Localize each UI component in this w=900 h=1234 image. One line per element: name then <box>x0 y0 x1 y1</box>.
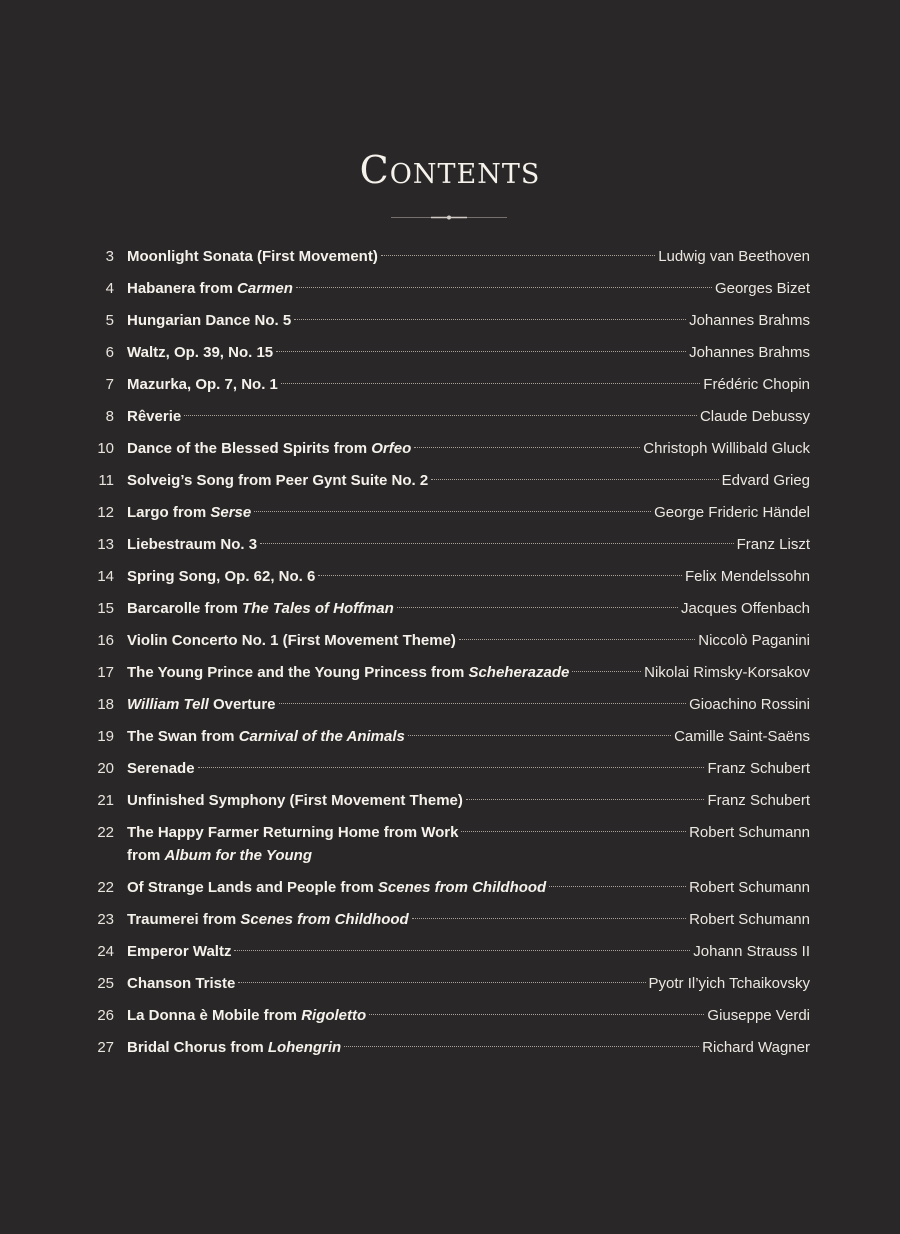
title-italic-part: Carmen <box>237 280 293 297</box>
title-part: Waltz, Op. 39, No. 15 <box>127 344 274 361</box>
composer-name: Ludwig van Beethoven <box>658 248 810 265</box>
page-number: 22 <box>97 824 114 841</box>
toc-row <box>80 689 810 721</box>
toc-row <box>80 593 810 625</box>
dot-leader <box>344 1046 699 1047</box>
toc-entry <box>127 1032 810 1064</box>
composer-name: Franz Schubert <box>707 792 810 809</box>
dot-leader <box>198 767 705 768</box>
toc-row <box>80 625 810 657</box>
toc-row <box>80 273 810 305</box>
composer-name: Johann Strauss II <box>693 943 810 960</box>
composer-name: Camille Saint-Saëns <box>674 728 810 745</box>
title-part: Serenade <box>127 760 195 777</box>
title-part: Rêverie <box>127 408 182 425</box>
dot-leader <box>381 255 655 256</box>
toc-row <box>80 529 810 561</box>
toc-row <box>80 337 810 369</box>
piece-title <box>127 936 231 968</box>
toc-row <box>80 497 810 529</box>
piece-title <box>127 625 456 657</box>
toc-entry <box>127 369 810 401</box>
composer-name: Felix Mendelssohn <box>684 568 810 585</box>
composer-name: Gioachino Rossini <box>689 696 810 713</box>
piece-title <box>127 593 394 625</box>
dot-leader <box>234 950 690 951</box>
composer-name: Georges Bizet <box>714 280 810 297</box>
toc-entry <box>127 657 810 689</box>
page-number: 16 <box>97 632 114 649</box>
title-part: Of Strange Lands and People from <box>127 879 378 896</box>
title-part: Violin Concerto No. 1 (First Movement Theme) <box>127 632 456 649</box>
title-italic-part: Scenes from Childhood <box>240 911 409 928</box>
title-part: Dance of the Blessed Spirits from <box>127 440 372 457</box>
composer-name: Robert Schumann <box>689 879 810 896</box>
dot-leader <box>431 479 718 480</box>
dot-leader <box>466 799 705 800</box>
title-part: from <box>127 847 165 864</box>
toc-entry <box>127 433 810 465</box>
toc-entry <box>127 337 810 369</box>
piece-title <box>127 561 315 593</box>
toc-row <box>80 305 810 337</box>
page-number: 25 <box>97 975 114 992</box>
piece-title <box>127 401 181 433</box>
title-part: Liebestraum No. 3 <box>127 536 258 553</box>
piece-title <box>127 497 251 529</box>
title-italic-part: Scheherazade <box>468 664 570 681</box>
toc-entry <box>127 593 810 625</box>
composer-name: Robert Schumann <box>689 911 810 928</box>
composer-name: Franz Liszt <box>736 536 810 553</box>
toc-entry <box>127 904 810 936</box>
dot-leader <box>461 831 686 832</box>
toc-entry <box>127 561 810 593</box>
toc-row <box>80 872 810 904</box>
page-number: 24 <box>97 943 114 960</box>
toc-entry <box>127 241 810 273</box>
title-part: Largo from <box>127 504 211 521</box>
composer-name: Pyotr Il’yich Tchaikovsky <box>648 975 810 992</box>
toc-entry <box>127 817 810 867</box>
title-part: Solveig’s Song from Peer Gynt Suite No. 2 <box>127 472 429 489</box>
toc-row <box>80 369 810 401</box>
title-italic-part: Album for the Young <box>164 847 312 864</box>
page-number: 4 <box>105 280 114 297</box>
title-part: Bridal Chorus from <box>127 1039 268 1056</box>
composer-name: George Frideric Händel <box>654 504 810 521</box>
title-part: Mazurka, Op. 7, No. 1 <box>127 376 278 393</box>
title-italic-part: The Tales of Hoffman <box>242 600 394 617</box>
piece-title <box>127 529 257 561</box>
dot-leader <box>281 383 700 384</box>
toc-row <box>80 465 810 497</box>
toc-row <box>80 433 810 465</box>
toc-row <box>80 968 810 1000</box>
title-part: La Donna è Mobile from <box>127 1007 302 1024</box>
title-part: The Happy Farmer Returning Home from Work <box>127 824 459 841</box>
toc-entry <box>127 968 810 1000</box>
page-number: 11 <box>98 472 114 489</box>
title-italic-part: Scenes from Childhood <box>377 879 547 896</box>
title-italic-part: Serse <box>210 504 252 521</box>
toc-entry <box>127 936 810 968</box>
composer-name: Franz Schubert <box>707 760 810 777</box>
composer-name: Frédéric Chopin <box>703 376 810 393</box>
dot-leader <box>276 351 686 352</box>
title-part: Traumerei from <box>127 911 241 928</box>
page-number: 7 <box>105 376 114 393</box>
dot-leader <box>412 918 686 919</box>
toc-row <box>80 817 810 872</box>
page-number: 18 <box>97 696 114 713</box>
piece-title <box>127 241 378 273</box>
composer-name: Jacques Offenbach <box>681 600 810 617</box>
title-italic-part: William Tell <box>127 696 209 713</box>
toc-entry <box>127 1000 810 1032</box>
toc-entry <box>127 273 810 305</box>
composer-name: Robert Schumann <box>689 824 810 841</box>
page-number: 23 <box>97 911 114 928</box>
page-number: 5 <box>105 312 114 329</box>
page-number: 13 <box>97 536 114 553</box>
title-italic-part: Orfeo <box>371 440 412 457</box>
toc-entry <box>127 872 810 904</box>
page-number: 8 <box>105 408 114 425</box>
title-italic-part: Carnival of the Animals <box>238 728 405 745</box>
composer-name: Niccolò Paganini <box>698 632 810 649</box>
composer-name: Christoph Willibald Gluck <box>643 440 810 457</box>
dot-leader <box>318 575 682 576</box>
toc-entry <box>127 753 810 785</box>
dot-leader <box>260 543 734 544</box>
title-part: Moonlight Sonata (First Movement) <box>127 248 378 265</box>
toc-row <box>80 1000 810 1032</box>
title-ornament <box>391 215 507 220</box>
toc-row <box>80 401 810 433</box>
piece-title <box>127 465 428 497</box>
composer-name: Claude Debussy <box>699 408 810 425</box>
title-part: Hungarian Dance No. 5 <box>127 312 292 329</box>
piece-title <box>127 433 411 465</box>
title-part: Emperor Waltz <box>127 943 232 960</box>
title-italic-part: Lohengrin <box>267 1039 342 1056</box>
toc-row <box>80 561 810 593</box>
dot-leader <box>414 447 640 448</box>
toc-entry <box>127 689 810 721</box>
toc-entry <box>127 785 810 817</box>
dot-leader <box>279 703 687 704</box>
page-number: 26 <box>97 1007 114 1024</box>
dot-leader <box>459 639 695 640</box>
toc-entry <box>127 625 810 657</box>
toc-entry <box>127 401 810 433</box>
dot-leader <box>254 511 651 512</box>
title-italic-part: Rigoletto <box>301 1007 367 1024</box>
piece-title <box>127 817 458 867</box>
toc-row <box>80 936 810 968</box>
toc-row <box>80 721 810 753</box>
dot-leader <box>369 1014 704 1015</box>
toc-row <box>80 657 810 689</box>
dot-leader <box>184 415 697 416</box>
toc-row <box>80 904 810 936</box>
composer-name: Richard Wagner <box>702 1039 810 1056</box>
dot-leader <box>572 671 641 672</box>
toc-entry <box>127 305 810 337</box>
toc-entry <box>127 465 810 497</box>
piece-title <box>127 689 276 721</box>
piece-title <box>127 904 409 936</box>
title-part: Unfinished Symphony (First Movement Theme) <box>127 792 463 809</box>
title-part: Overture <box>208 696 276 713</box>
dot-leader <box>296 287 712 288</box>
page-number: 22 <box>97 879 114 896</box>
page-number: 20 <box>97 760 114 777</box>
title-part: Chanson Triste <box>127 975 236 992</box>
piece-title <box>127 968 235 1000</box>
composer-name: Giuseppe Verdi <box>707 1007 810 1024</box>
page-number: 6 <box>105 344 114 361</box>
toc-row <box>80 1032 810 1064</box>
piece-title <box>127 872 546 904</box>
piece-title <box>127 657 569 689</box>
toc-entry <box>127 497 810 529</box>
page-number: 27 <box>97 1039 114 1056</box>
toc-row <box>80 785 810 817</box>
title-part: The Swan from <box>127 728 239 745</box>
page-number: 17 <box>97 664 114 681</box>
title-part: Habanera from <box>127 280 238 297</box>
piece-title <box>127 337 273 369</box>
dot-leader <box>549 886 686 887</box>
toc-entry <box>127 721 810 753</box>
title-part: Spring Song, Op. 62, No. 6 <box>127 568 316 585</box>
page-number: 15 <box>97 600 114 617</box>
page-number: 10 <box>97 440 114 457</box>
composer-name: Nikolai Rimsky-Korsakov <box>644 664 810 681</box>
title-part: The Young Prince and the Young Princess from <box>127 664 469 681</box>
dot-leader <box>408 735 671 736</box>
toc-row <box>80 241 810 273</box>
page-number: 21 <box>97 792 114 809</box>
piece-title <box>127 1032 341 1064</box>
page-number: 3 <box>105 248 114 265</box>
title-part: Barcarolle from <box>127 600 243 617</box>
page-number: 12 <box>97 504 114 521</box>
page-title: Contents <box>359 148 541 192</box>
composer-name: Johannes Brahms <box>689 344 810 361</box>
toc-row <box>80 753 810 785</box>
toc-entry <box>127 529 810 561</box>
dot-leader <box>397 607 678 608</box>
composer-name: Johannes Brahms <box>689 312 810 329</box>
dot-leader <box>238 982 645 983</box>
piece-title <box>127 305 291 337</box>
piece-title <box>127 1000 366 1032</box>
page-number: 14 <box>97 568 114 585</box>
dot-leader <box>294 319 686 320</box>
piece-title <box>127 273 293 305</box>
piece-title <box>127 785 463 817</box>
contents-list <box>80 241 810 1064</box>
composer-name: Edvard Grieg <box>721 472 810 489</box>
piece-title <box>127 369 278 401</box>
piece-title <box>127 753 195 785</box>
page-number: 19 <box>97 728 114 745</box>
piece-title <box>127 721 405 753</box>
